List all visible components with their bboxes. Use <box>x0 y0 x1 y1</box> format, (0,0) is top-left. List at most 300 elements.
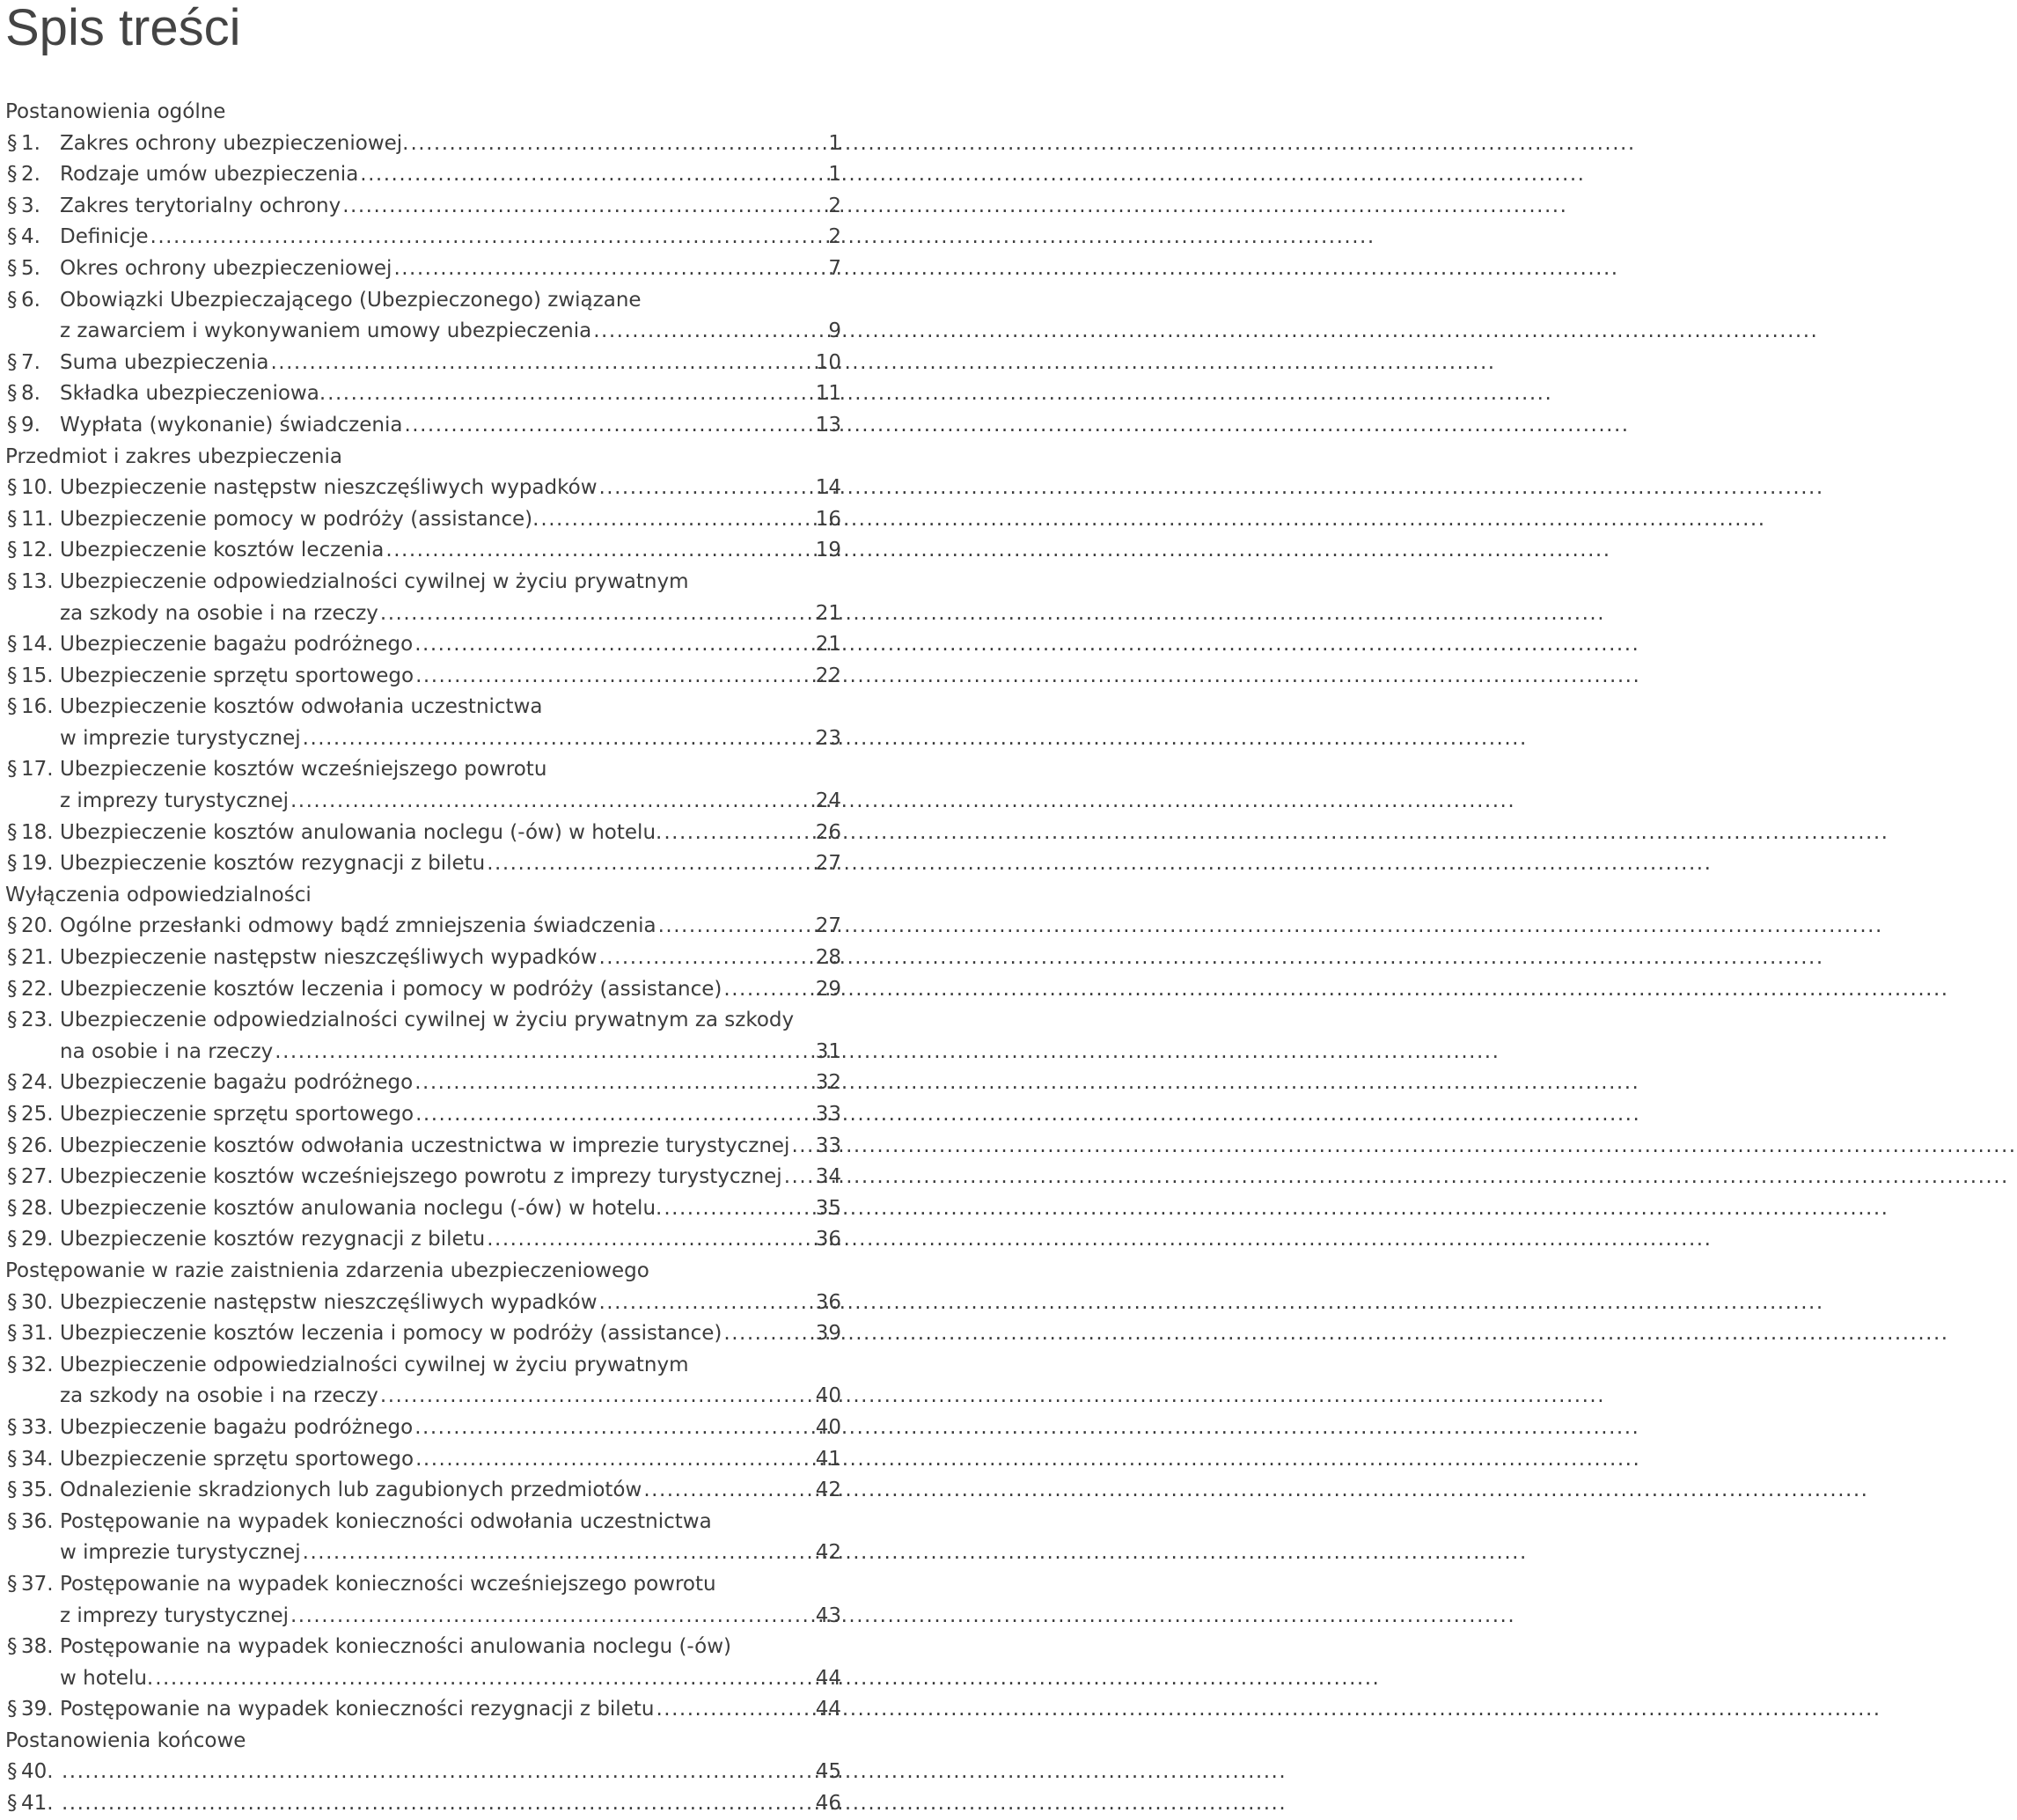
toc-entry[interactable] <box>5 378 841 410</box>
toc-entry-line <box>5 1757 841 1788</box>
toc-entry[interactable] <box>5 1413 841 1444</box>
page-number: 24 <box>815 789 841 813</box>
page-number: 32 <box>815 1071 841 1095</box>
toc-entry-line <box>5 974 841 1006</box>
dot-leader <box>664 1193 813 1225</box>
toc-entry[interactable] <box>5 222 841 253</box>
page-number: 42 <box>815 1541 841 1565</box>
section-sign: § <box>7 1228 18 1251</box>
toc-entry-line <box>5 629 841 661</box>
entry-title: Ubezpieczenie odpowiedzialności cywilnej w życiu prywatnym <box>60 1353 689 1376</box>
page-number: 45 <box>815 1760 841 1784</box>
section-number <box>5 1068 60 1099</box>
section-sign: § <box>7 131 18 155</box>
dot-leader <box>411 128 827 160</box>
entry-number: 22. <box>21 977 54 1001</box>
section-number <box>5 943 60 974</box>
page-number: 27 <box>815 914 841 938</box>
dot-leader <box>385 535 813 567</box>
section-number <box>5 911 60 943</box>
section-number <box>5 1193 60 1225</box>
section-number <box>5 1507 60 1538</box>
section-number <box>5 253 60 285</box>
entry-title: Składka ubezpieczeniowa. <box>60 382 326 406</box>
page-number: 2 <box>828 194 841 217</box>
entry-title: Ubezpieczenie kosztów leczenia <box>60 539 385 562</box>
toc-entry-line <box>5 754 841 786</box>
page-number: 16 <box>815 507 841 531</box>
toc-entry-line <box>5 1288 841 1319</box>
dot-leader <box>643 1475 813 1507</box>
page-number: 27 <box>815 852 841 876</box>
dot-leader <box>784 1162 814 1193</box>
entry-title: Ubezpieczenie sprzętu sportowego <box>60 664 414 687</box>
section-sign: § <box>7 1572 18 1596</box>
toc-entry-line <box>5 1005 841 1037</box>
toc-entry-line <box>5 692 841 723</box>
toc-entry[interactable] <box>5 567 841 629</box>
page-number: 26 <box>815 820 841 844</box>
entry-title: Ubezpieczenie bagażu podróżnego <box>60 633 414 657</box>
entry-number: 40. <box>21 1760 54 1784</box>
entry-title: Ubezpieczenie pomocy w podróży (assistance). <box>60 507 539 531</box>
section-number <box>5 222 60 253</box>
toc-entry[interactable] <box>5 535 841 567</box>
entry-title: Postępowanie na wypadek konieczności anulowania noclegu (-ów) <box>60 1635 732 1659</box>
toc-entry[interactable] <box>5 1507 841 1569</box>
toc-entry-line <box>5 473 841 504</box>
toc-entry-line <box>5 1413 841 1444</box>
dot-leader <box>487 1224 813 1256</box>
entry-title: Zakres terytorialny ochrony <box>60 194 341 217</box>
section-number <box>5 974 60 1006</box>
section-number <box>5 535 60 567</box>
page-number: 10 <box>815 350 841 374</box>
toc-entry[interactable] <box>5 754 841 817</box>
section-number <box>5 1569 60 1601</box>
page-number: 39 <box>815 1322 841 1346</box>
entry-number: 34. <box>21 1447 54 1471</box>
toc-entry[interactable] <box>5 1224 841 1256</box>
section-number <box>5 410 60 442</box>
toc-entry-line <box>5 1788 841 1820</box>
toc-entry-line <box>5 1475 841 1507</box>
dot-leader <box>290 786 814 818</box>
entry-number: 13. <box>21 569 54 593</box>
toc-entry-line <box>5 1663 841 1695</box>
section-sign: § <box>7 633 18 657</box>
section-sign: § <box>7 1290 18 1314</box>
toc-entry[interactable] <box>5 1444 841 1476</box>
section-number <box>5 1131 60 1163</box>
dot-leader <box>414 1068 814 1099</box>
page-number: 36 <box>815 1228 841 1251</box>
section-sign: § <box>7 194 18 217</box>
toc-entry[interactable] <box>5 285 841 348</box>
toc-entry-line <box>5 159 841 191</box>
entry-title: Ubezpieczenie kosztów leczenia i pomocy w podróży (assistance) <box>60 977 722 1001</box>
dot-leader <box>327 378 814 410</box>
toc-entry-line <box>5 1507 841 1538</box>
page-number: 21 <box>815 633 841 657</box>
toc-entry-line <box>5 1099 841 1131</box>
toc-entry-line <box>5 1037 841 1068</box>
entry-number: 36. <box>21 1509 54 1533</box>
toc-entry-line <box>5 378 841 410</box>
toc-entry[interactable] <box>5 1318 841 1350</box>
page-number: 42 <box>815 1479 841 1502</box>
dot-leader <box>415 1099 814 1131</box>
toc-entry-line <box>5 848 841 880</box>
section-sign: § <box>7 1103 18 1126</box>
toc-entry[interactable] <box>5 159 841 191</box>
toc-entry[interactable] <box>5 253 841 285</box>
dot-leader <box>487 848 813 880</box>
dot-leader <box>360 159 826 191</box>
page-number: 44 <box>815 1698 841 1721</box>
section-number <box>5 1099 60 1131</box>
page-number: 33 <box>815 1134 841 1157</box>
page-number: 33 <box>815 1103 841 1126</box>
section-number <box>5 629 60 661</box>
section-sign: § <box>7 758 18 782</box>
entry-number: 6. <box>21 288 40 312</box>
toc-entry[interactable] <box>5 1757 841 1788</box>
toc-entry-line <box>5 253 841 285</box>
page-number: 1 <box>828 131 841 155</box>
dot-leader <box>415 1444 814 1476</box>
section-number <box>5 1350 60 1382</box>
toc-entry-line <box>5 723 841 755</box>
section-heading: Postanowienia końcowe <box>5 1728 246 1752</box>
entry-number: 1. <box>21 131 40 155</box>
dot-leader <box>62 1757 814 1788</box>
section-number <box>5 1444 60 1476</box>
dot-leader <box>290 1601 814 1633</box>
entry-title: Definicje <box>60 225 149 249</box>
toc-entry[interactable] <box>5 1131 841 1163</box>
dot-leader <box>380 598 814 630</box>
toc-entry[interactable] <box>5 410 841 442</box>
entry-title: Ubezpieczenie bagażu podróżnego <box>60 1071 414 1095</box>
entry-number: 37. <box>21 1572 54 1596</box>
toc-entry-line <box>5 943 841 974</box>
section-sign: § <box>7 288 18 312</box>
entry-title: Ubezpieczenie następstw nieszczęśliwych wypadków <box>60 1290 598 1314</box>
section-number <box>5 754 60 786</box>
section-sign: § <box>7 1353 18 1376</box>
entry-title: Rodzaje umów ubezpieczenia <box>60 163 359 187</box>
entry-title: Suma ubezpieczenia <box>60 350 269 374</box>
toc-entry[interactable] <box>5 348 841 379</box>
toc-entry-line <box>5 1444 841 1476</box>
section-sign: § <box>7 1071 18 1095</box>
page-title: Spis treści <box>5 0 241 56</box>
entry-title: Ubezpieczenie bagażu podróżnego <box>60 1415 414 1439</box>
toc-entry-line <box>5 191 841 223</box>
entry-title: Postępowanie na wypadek konieczności wcześniejszego powrotu <box>60 1572 716 1596</box>
entry-title: z imprezy turystycznej <box>60 789 289 813</box>
section-number <box>5 378 60 410</box>
page-number: 14 <box>815 476 841 500</box>
section-sign: § <box>7 225 18 249</box>
toc-entry-line <box>5 1350 841 1382</box>
section-sign: § <box>7 1509 18 1533</box>
toc-entry-line <box>5 1318 841 1350</box>
page-number: 11 <box>815 382 841 406</box>
entry-number: 3. <box>21 194 40 217</box>
entry-number: 35. <box>21 1479 54 1502</box>
toc-entry[interactable] <box>5 191 841 223</box>
entry-title: za szkody na osobie i na rzeczy <box>60 601 378 625</box>
dot-leader <box>270 348 813 379</box>
section-number <box>5 128 60 160</box>
section-number <box>5 1788 60 1820</box>
table-of-contents <box>5 97 841 1820</box>
section-number <box>5 567 60 598</box>
entry-title: Okres ochrony ubezpieczeniowej <box>60 256 392 280</box>
toc-entry-line <box>5 1537 841 1569</box>
toc-entry-line <box>5 504 841 536</box>
page-number: 19 <box>815 539 841 562</box>
page-number: 28 <box>815 946 841 970</box>
section-sign: § <box>7 1196 18 1220</box>
page-number: 13 <box>815 413 841 437</box>
toc-entry[interactable] <box>5 1569 841 1632</box>
page-number: 2 <box>828 225 841 249</box>
page-number: 44 <box>815 1666 841 1690</box>
section-sign: § <box>7 946 18 970</box>
page-number: 41 <box>815 1447 841 1471</box>
entry-title: Ubezpieczenie kosztów leczenia i pomocy w podróży (assistance) <box>60 1322 722 1346</box>
dot-leader <box>599 473 814 504</box>
page-number: 43 <box>815 1604 841 1627</box>
toc-entry-line <box>5 1601 841 1633</box>
dot-leader <box>150 222 827 253</box>
dot-leader <box>155 1663 814 1695</box>
entry-title: Postępowanie na wypadek konieczności rezygnacji z biletu <box>60 1698 655 1721</box>
entry-number: 11. <box>21 507 54 531</box>
entry-number: 21. <box>21 946 54 970</box>
section-sign: § <box>7 1009 18 1032</box>
entry-title: Ubezpieczenie sprzętu sportowego <box>60 1103 414 1126</box>
dot-leader <box>723 974 813 1006</box>
toc-entry[interactable] <box>5 818 841 849</box>
entry-title: Ubezpieczenie odpowiedzialności cywilnej w życiu prywatnym za szkody <box>60 1009 795 1032</box>
section-number <box>5 159 60 191</box>
toc-entry[interactable] <box>5 848 841 880</box>
page-number: 23 <box>815 726 841 750</box>
page-number: 1 <box>828 163 841 187</box>
section-sign: § <box>7 256 18 280</box>
toc-entry[interactable] <box>5 974 841 1006</box>
dot-leader <box>656 1694 813 1726</box>
toc-entry[interactable] <box>5 1694 841 1726</box>
toc-entry[interactable] <box>5 1068 841 1099</box>
toc-entry-line <box>5 661 841 693</box>
toc-entry[interactable] <box>5 1162 841 1193</box>
entry-title: Ubezpieczenie kosztów rezygnacji z biletu <box>60 852 486 876</box>
toc-entry[interactable] <box>5 629 841 661</box>
entry-number: 29. <box>21 1228 54 1251</box>
section-sign: § <box>7 350 18 374</box>
section-number <box>5 191 60 223</box>
entry-number: 15. <box>21 664 54 687</box>
section-number <box>5 1224 60 1256</box>
entry-number: 24. <box>21 1071 54 1095</box>
entry-title: Postępowanie na wypadek konieczności odwołania uczestnictwa <box>60 1509 712 1533</box>
entry-title: Ubezpieczenie kosztów odwołania uczestnictwa <box>60 695 543 719</box>
section-heading: Przedmiot i zakres ubezpieczenia <box>5 444 342 468</box>
section-number <box>5 1318 60 1350</box>
section-sign: § <box>7 1698 18 1721</box>
section-heading: Postanowienia ogólne <box>5 100 226 123</box>
section-sign: § <box>7 163 18 187</box>
section-heading: Wyłączenia odpowiedzialności <box>5 883 312 906</box>
section-sign: § <box>7 852 18 876</box>
dot-leader <box>415 661 814 693</box>
section-sign: § <box>7 382 18 406</box>
toc-entry[interactable] <box>5 943 841 974</box>
entry-number: 5. <box>21 256 40 280</box>
section-sign: § <box>7 413 18 437</box>
section-sign: § <box>7 695 18 719</box>
entry-number: 32. <box>21 1353 54 1376</box>
toc-entry[interactable] <box>5 1099 841 1131</box>
toc-entry[interactable] <box>5 911 841 943</box>
entry-title: Ubezpieczenie kosztów odwołania uczestnictwa w imprezie turystycznej <box>60 1134 790 1157</box>
entry-title: z zawarciem i wykonywaniem umowy ubezpieczenia <box>60 319 592 343</box>
toc-entry-line <box>5 567 841 598</box>
entry-number: 17. <box>21 758 54 782</box>
entry-title: Ubezpieczenie sprzętu sportowego <box>60 1447 414 1471</box>
section-sign: § <box>7 1447 18 1471</box>
toc-entry[interactable] <box>5 1288 841 1319</box>
toc-entry[interactable] <box>5 1788 841 1820</box>
page-number: 31 <box>815 1039 841 1063</box>
entry-number: 7. <box>21 350 40 374</box>
section-sign: § <box>7 507 18 531</box>
toc-entry-line <box>5 285 841 317</box>
entry-number: 26. <box>21 1134 54 1157</box>
section-sign: § <box>7 1635 18 1659</box>
entry-title: Ubezpieczenie następstw nieszczęśliwych wypadków <box>60 476 598 500</box>
page-number: 46 <box>815 1792 841 1816</box>
section-number <box>5 1694 60 1726</box>
toc-entry[interactable] <box>5 1350 841 1413</box>
entry-number: 4. <box>21 225 40 249</box>
section-number <box>5 661 60 693</box>
entry-number: 18. <box>21 820 54 844</box>
section-sign: § <box>7 1792 18 1816</box>
section-number <box>5 348 60 379</box>
section-sign: § <box>7 569 18 593</box>
entry-number: 14. <box>21 633 54 657</box>
entry-number: 12. <box>21 539 54 562</box>
section-sign: § <box>7 1134 18 1157</box>
toc-entry-line <box>5 911 841 943</box>
section-number <box>5 473 60 504</box>
section-sign: § <box>7 1415 18 1439</box>
page-number: 34 <box>815 1165 841 1189</box>
entry-title: Wypłata (wykonanie) świadczenia <box>60 413 403 437</box>
toc-entry-line <box>5 786 841 818</box>
page-number: 7 <box>828 256 841 280</box>
entry-title: Ubezpieczenie następstw nieszczęśliwych wypadków <box>60 946 598 970</box>
toc-entry[interactable] <box>5 661 841 693</box>
entry-number: 16. <box>21 695 54 719</box>
dot-leader <box>393 253 826 285</box>
dot-leader <box>414 629 814 661</box>
section-heading: Postępowanie w razie zaistnienia zdarzenia ubezpieczeniowego <box>5 1259 649 1282</box>
dot-leader <box>342 191 826 223</box>
toc-entry-line <box>5 1694 841 1726</box>
toc-entry-line <box>5 1381 841 1413</box>
section-sign: § <box>7 977 18 1001</box>
toc-entry[interactable] <box>5 1193 841 1225</box>
section-number <box>5 818 60 849</box>
dot-leader <box>62 1788 814 1820</box>
toc-entry[interactable] <box>5 128 841 160</box>
dot-leader <box>303 723 814 755</box>
dot-leader <box>599 1288 814 1319</box>
toc-entry-line <box>5 316 841 348</box>
page-number: 29 <box>815 977 841 1001</box>
toc-entry[interactable] <box>5 692 841 754</box>
entry-number: 27. <box>21 1165 54 1189</box>
entry-title: na osobie i na rzeczy <box>60 1039 274 1063</box>
dot-leader <box>664 818 813 849</box>
entry-title: Ubezpieczenie kosztów rezygnacji z biletu <box>60 1228 486 1251</box>
page-number: 40 <box>815 1384 841 1408</box>
dot-leader <box>540 504 813 536</box>
dot-leader <box>380 1381 814 1413</box>
toc-entry-line <box>5 1632 841 1663</box>
entry-number: 41. <box>21 1792 54 1816</box>
entry-title: Odnalezienie skradzionych lub zagubionych przedmiotów <box>60 1479 642 1502</box>
toc-entry[interactable] <box>5 473 841 504</box>
toc-entry-line <box>5 1162 841 1193</box>
toc-entry[interactable] <box>5 1475 841 1507</box>
section-number <box>5 285 60 317</box>
entry-number: 28. <box>21 1196 54 1220</box>
section-number <box>5 1757 60 1788</box>
dot-leader <box>275 1037 813 1068</box>
toc-entry-line <box>5 348 841 379</box>
entry-number: 38. <box>21 1635 54 1659</box>
dot-leader <box>404 410 813 442</box>
entry-number: 31. <box>21 1322 54 1346</box>
dot-leader <box>658 911 814 943</box>
entry-title: Ubezpieczenie kosztów anulowania noclegu (-ów) w hotelu. <box>60 820 663 844</box>
entry-title: w imprezie turystycznej <box>60 1541 301 1565</box>
entry-number: 2. <box>21 163 40 187</box>
section-sign: § <box>7 539 18 562</box>
section-sign: § <box>7 664 18 687</box>
section-number <box>5 1162 60 1193</box>
toc-entry-line <box>5 535 841 567</box>
dot-leader <box>599 943 814 974</box>
toc-entry-line <box>5 410 841 442</box>
toc-entry[interactable] <box>5 1005 841 1068</box>
entry-title: Ubezpieczenie kosztów anulowania noclegu (-ów) w hotelu. <box>60 1196 663 1220</box>
toc-entry[interactable] <box>5 1632 841 1694</box>
section-sign: § <box>7 820 18 844</box>
section-number <box>5 1475 60 1507</box>
page-number: 36 <box>815 1290 841 1314</box>
page-number: 9 <box>828 319 841 343</box>
toc-entry[interactable] <box>5 504 841 536</box>
